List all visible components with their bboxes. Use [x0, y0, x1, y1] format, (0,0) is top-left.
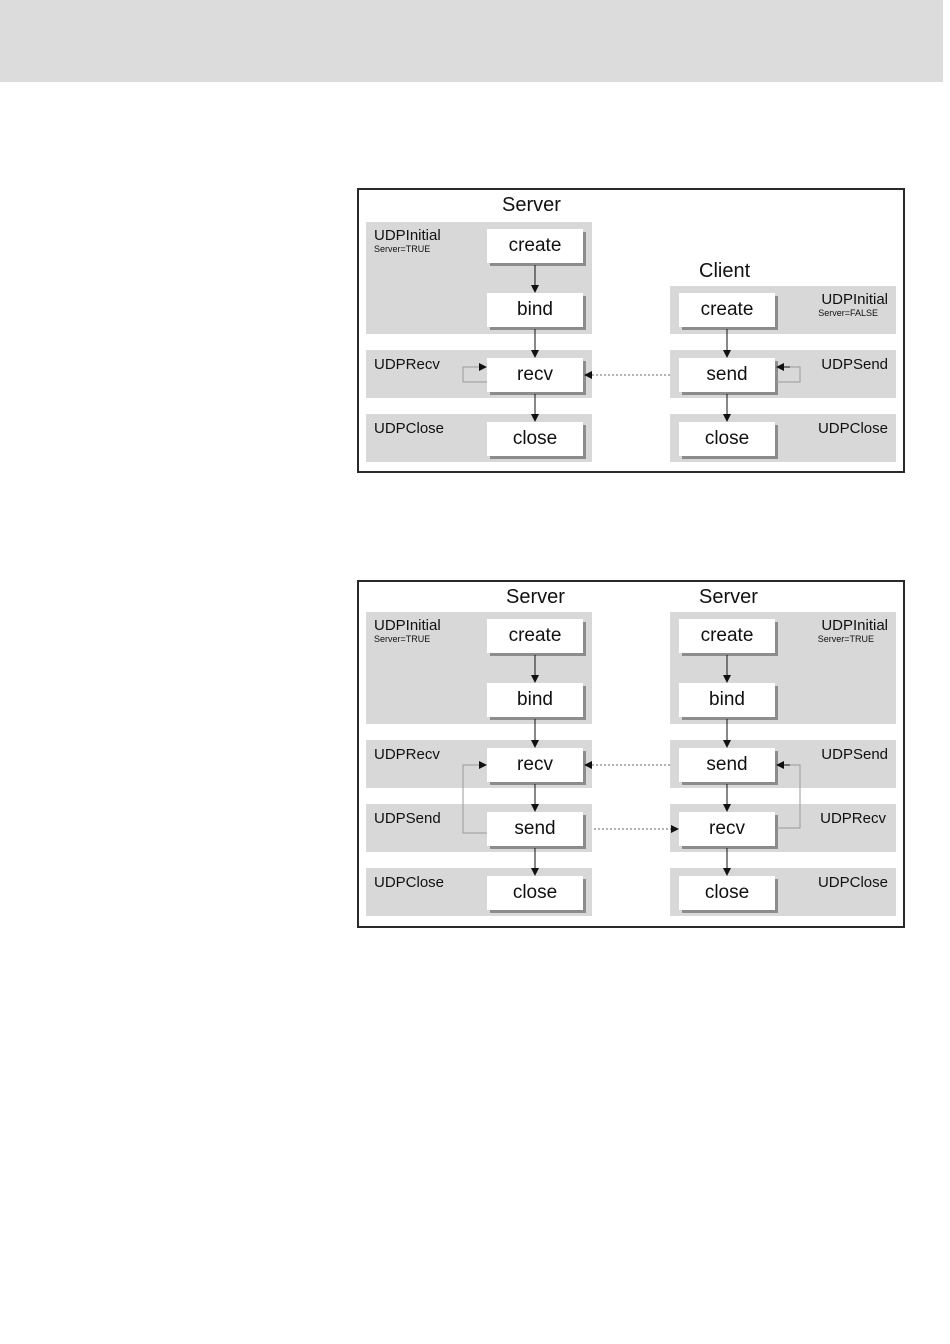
d2-right-create-box: create	[679, 619, 775, 653]
diagram-1-client-heading: Client	[699, 260, 751, 282]
d1-server-create-box: create	[487, 229, 583, 263]
d1-client-send-label: UDPSend	[821, 356, 888, 373]
d1-client-initial-label: UDPInitial	[821, 291, 888, 308]
d1-server-bind-box: bind	[487, 293, 583, 327]
d2-left-create-box: create	[487, 619, 583, 653]
d1-server-close-label: UDPClose	[374, 420, 445, 437]
d2-right-send-label: UDPSend	[821, 746, 888, 763]
diagram-1-server-heading: Server	[502, 194, 561, 216]
d1-server-recv-box: recv	[487, 358, 583, 392]
d2-right-initial-sub: Server=TRUE	[817, 634, 874, 644]
d2-left-close-box: close	[487, 876, 583, 910]
d1-client-create-box: create	[679, 293, 775, 327]
d1-server-initial-label: UDPInitial	[374, 227, 441, 244]
d2-right-send-box: send	[679, 748, 775, 782]
d1-client-send-box: send	[679, 358, 775, 392]
d1-client-close-label: UDPClose	[817, 420, 888, 437]
page-right-edge	[943, 0, 950, 1344]
d2-left-initial-sub: Server=TRUE	[374, 634, 431, 644]
d2-left-send-box: send	[487, 812, 583, 846]
d2-right-bind-box: bind	[679, 683, 775, 717]
page-header-bar	[0, 0, 950, 82]
d2-right-initial-label: UDPInitial	[821, 617, 888, 634]
d1-client-close-box: close	[679, 422, 775, 456]
diagram-2-left-heading: Server	[506, 586, 565, 608]
d2-left-recv-box: recv	[487, 748, 583, 782]
d2-right-close-label: UDPClose	[817, 874, 888, 891]
d2-left-recv-label: UDPRecv	[374, 746, 440, 763]
d2-right-recv-box: recv	[679, 812, 775, 846]
d2-left-bind-box: bind	[487, 683, 583, 717]
d1-server-recv-label: UDPRecv	[374, 356, 440, 373]
d1-server-initial-sub: Server=TRUE	[374, 244, 431, 254]
d1-client-initial-sub: Server=FALSE	[818, 308, 878, 318]
d1-server-close-box: close	[487, 422, 583, 456]
d2-left-close-label: UDPClose	[374, 874, 445, 891]
d2-left-initial-label: UDPInitial	[374, 617, 441, 634]
diagram-2-right-heading: Server	[699, 586, 758, 608]
d2-right-close-box: close	[679, 876, 775, 910]
d2-left-send-label: UDPSend	[374, 810, 441, 827]
d2-right-recv-label: UDPRecv	[820, 810, 886, 827]
